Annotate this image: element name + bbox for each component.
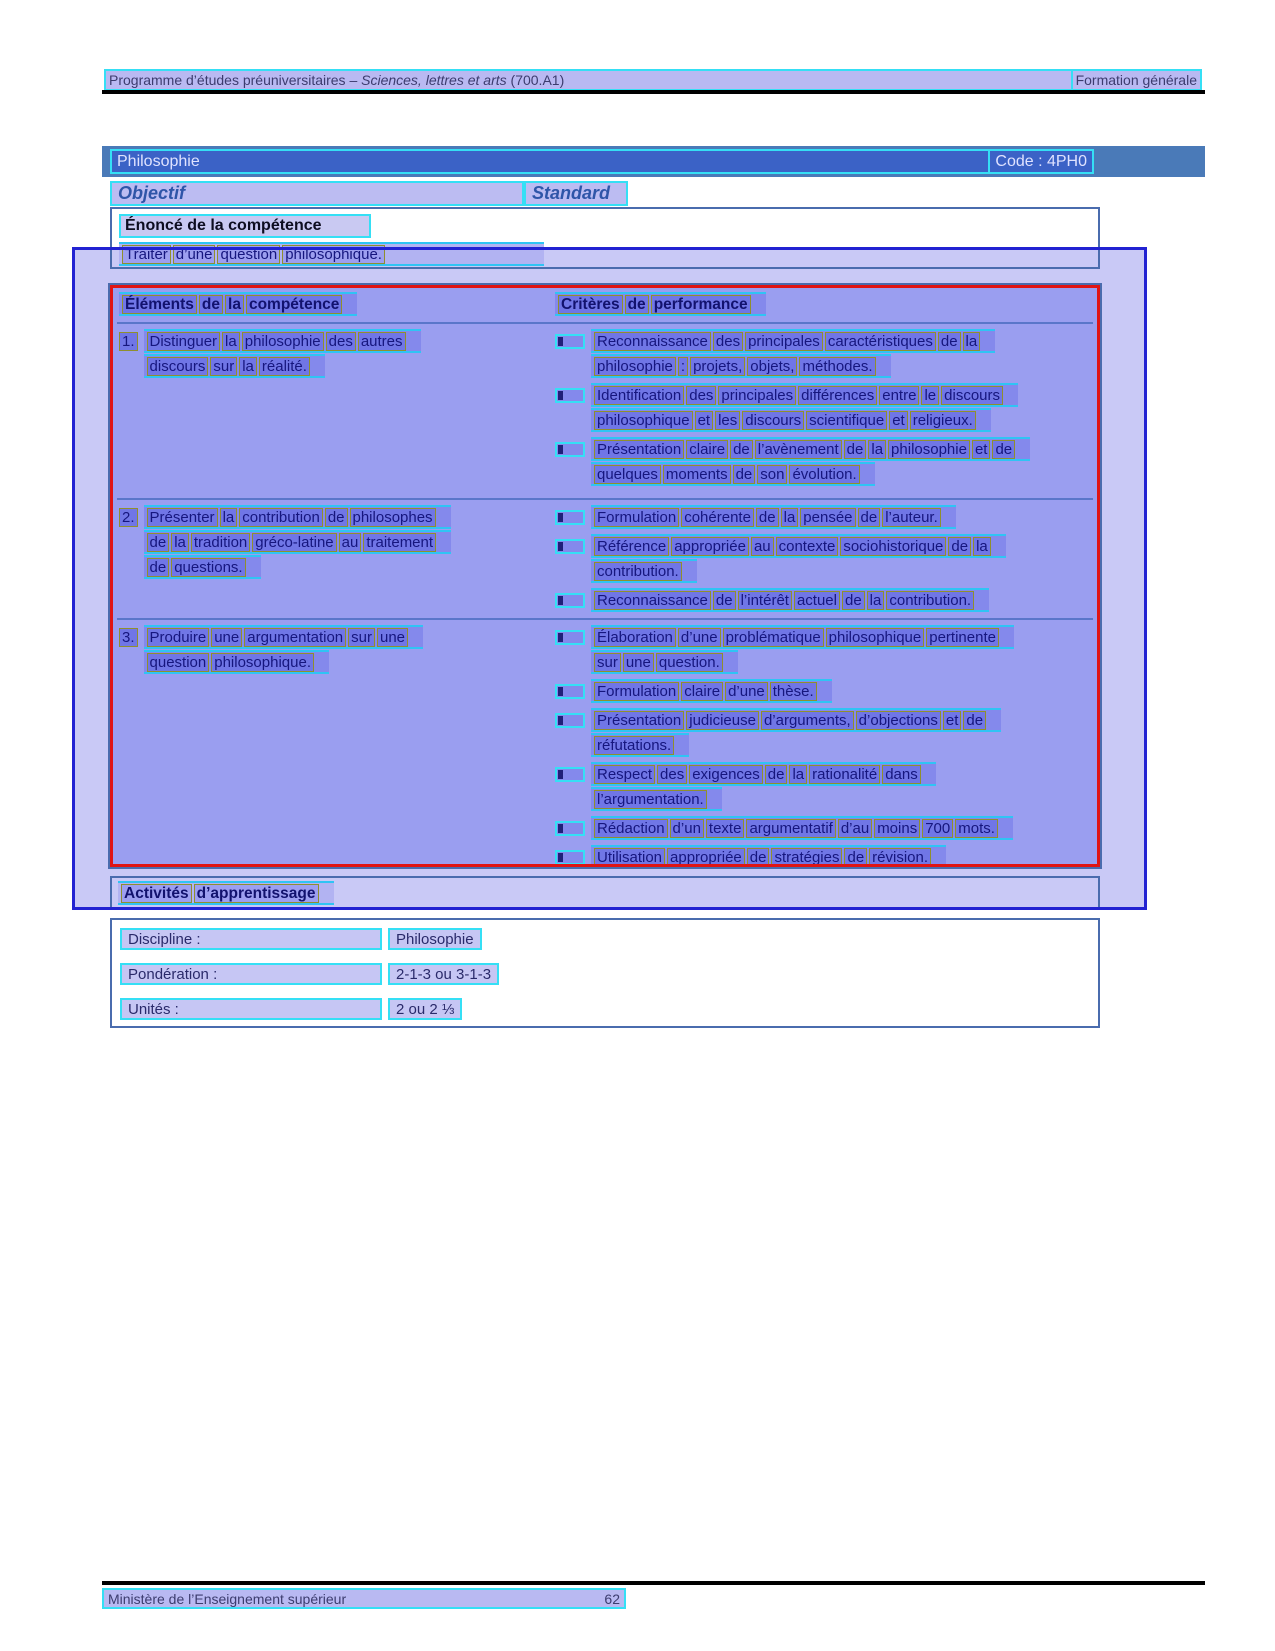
bullet-icon [555, 850, 585, 865]
criterion-item [521, 588, 1093, 613]
line-strip [144, 530, 452, 554]
word-highlight: la [239, 357, 257, 376]
word-highlight: de [747, 848, 770, 867]
learning-activity-details [110, 918, 1100, 1028]
criterion-text [591, 816, 1013, 841]
element-number: 2. [119, 508, 138, 527]
line-strip [144, 354, 325, 378]
criteria-cell [521, 625, 1093, 867]
word-highlight: une [623, 653, 654, 672]
table-row [117, 618, 1093, 867]
criterion-text [591, 534, 1006, 584]
word-highlight: évolution. [789, 465, 859, 484]
table-row [117, 322, 1093, 498]
criterion-text [591, 625, 1014, 675]
line-strip [591, 650, 738, 674]
course-title-bar [102, 146, 1205, 177]
criterion-item [521, 708, 1093, 758]
element-cell [117, 505, 521, 618]
word-highlight: gréco-latine [252, 533, 336, 552]
bullet-icon [555, 442, 585, 457]
word-highlight: et [889, 411, 908, 430]
word-highlight: appropriée [667, 848, 745, 867]
word-highlight: caractéristiques [825, 332, 936, 351]
element-cell [117, 329, 521, 498]
word-highlight: actuel [794, 591, 840, 610]
word-highlight: une [211, 628, 242, 647]
line-strip [555, 292, 766, 316]
word-highlight: l’argumentation. [594, 790, 707, 809]
word-highlight: texte [706, 819, 745, 838]
table-row [117, 498, 1093, 618]
line-highlight [591, 437, 1030, 462]
header-rule [102, 90, 1205, 94]
word-highlight: quelques [594, 465, 661, 484]
word-highlight: d’un [670, 819, 704, 838]
line-highlight [144, 555, 452, 580]
line-highlight [144, 354, 421, 379]
bullet-icon [555, 630, 585, 645]
course-title: Philosophie [117, 152, 200, 170]
line-highlight [118, 881, 1098, 906]
word-highlight: question [147, 653, 210, 672]
line-highlight [591, 733, 1001, 758]
bullet-icon [555, 593, 585, 608]
detail-value: 2 ou 2 ⅓ [388, 998, 462, 1020]
word-highlight: Rédaction [594, 819, 668, 838]
criterion-text [591, 437, 1030, 487]
word-highlight: de [858, 508, 881, 527]
word-highlight: de [325, 508, 348, 527]
word-highlight: la [222, 332, 240, 351]
line-highlight [591, 534, 1006, 559]
word-highlight: la [171, 533, 189, 552]
word-highlight: autres [358, 332, 406, 351]
line-strip [144, 555, 261, 579]
objectif-heading: Objectif [110, 181, 524, 206]
word-highlight: philosophique [594, 411, 693, 430]
line-strip [591, 762, 936, 786]
line-highlight [144, 650, 424, 675]
detail-label: Discipline : [120, 928, 382, 950]
line-highlight [144, 625, 424, 650]
word-highlight: de [765, 765, 788, 784]
detail-label: Pondération : [120, 963, 382, 985]
word-highlight: la [781, 508, 799, 527]
word-highlight: la [963, 332, 981, 351]
detail-value: 2-1-3 ou 3-1-3 [388, 963, 499, 985]
line-strip [591, 437, 1030, 461]
line-highlight [144, 530, 452, 555]
footer-page-number: 62 [604, 1590, 620, 1607]
word-highlight: la [789, 765, 807, 784]
word-highlight: de [199, 295, 223, 314]
criteria-cell [521, 505, 1093, 618]
criterion-item [521, 679, 1093, 704]
word-highlight: des [713, 332, 743, 351]
bullet-icon [555, 510, 585, 525]
criterion-text [591, 679, 832, 704]
word-highlight: de [844, 440, 867, 459]
line-strip [591, 408, 991, 432]
word-highlight: d’une [173, 245, 216, 264]
bullet-icon [555, 334, 585, 349]
line-highlight [591, 588, 989, 613]
word-highlight: une [377, 628, 408, 647]
enonce-statement [119, 242, 544, 267]
word-highlight: au [751, 537, 774, 556]
line-highlight [591, 845, 946, 867]
word-highlight: de [625, 295, 649, 314]
word-highlight: argumentatif [746, 819, 835, 838]
word-highlight: entre [879, 386, 919, 405]
word-highlight: Présentation [594, 440, 684, 459]
word-highlight: thèse. [770, 682, 817, 701]
line-strip [591, 679, 832, 703]
word-highlight: son [757, 465, 787, 484]
bullet-icon [555, 821, 585, 836]
line-highlight [521, 292, 1093, 317]
bullet-icon [555, 539, 585, 554]
word-highlight: d’une [678, 628, 721, 647]
word-highlight: réalité. [259, 357, 310, 376]
line-highlight [591, 505, 956, 530]
word-highlight: philosophes [350, 508, 436, 527]
word-highlight: d’au [838, 819, 872, 838]
line-highlight [591, 708, 1001, 733]
word-highlight: religieux. [910, 411, 976, 430]
line-strip [591, 534, 1006, 558]
line-highlight [591, 408, 1018, 433]
word-highlight: discours [941, 386, 1003, 405]
word-highlight: le [921, 386, 939, 405]
word-highlight: Produire [147, 628, 210, 647]
word-highlight: de [147, 533, 170, 552]
word-highlight: sur [348, 628, 375, 647]
word-highlight: des [686, 386, 716, 405]
word-highlight: performance [651, 295, 751, 314]
word-highlight: Traiter [122, 245, 171, 264]
word-highlight: sociohistorique [840, 537, 946, 556]
element-text [144, 505, 452, 580]
course-title-strip [110, 149, 1094, 174]
criterion-text [591, 762, 936, 812]
bullet-icon [555, 767, 585, 782]
word-highlight: révision. [869, 848, 931, 867]
line-highlight [591, 354, 995, 379]
element-cell [117, 625, 521, 867]
detail-row [120, 998, 1098, 1020]
line-strip [144, 505, 451, 529]
word-highlight: philosophie [594, 357, 676, 376]
word-highlight: de [756, 508, 779, 527]
line-strip [591, 708, 1001, 732]
word-highlight: de [730, 440, 753, 459]
criterion-text [591, 708, 1001, 758]
line-highlight [591, 462, 1030, 487]
word-highlight: Identification [594, 386, 684, 405]
criterion-item [521, 534, 1093, 584]
page-footer [102, 1588, 626, 1609]
word-highlight: Référence [594, 537, 669, 556]
word-highlight: et [695, 411, 714, 430]
line-strip [118, 881, 334, 905]
activites-section [110, 876, 1100, 910]
course-code: Code : 4PH0 [988, 149, 1094, 174]
word-highlight: principales [745, 332, 823, 351]
line-strip [591, 845, 946, 867]
detail-label: Unités : [120, 998, 382, 1020]
word-highlight: compétence [246, 295, 342, 314]
bullet-icon [555, 713, 585, 728]
line-highlight [591, 383, 1018, 408]
footer-rule [102, 1581, 1205, 1585]
word-highlight: Élaboration [594, 628, 676, 647]
word-highlight: discours [742, 411, 804, 430]
header-program-title: Programme d’études préuniversitaires – Sciences, lettres et arts (700.A1) [109, 72, 565, 88]
detail-row [120, 963, 1098, 985]
word-highlight: de [713, 591, 736, 610]
word-highlight: de [733, 465, 756, 484]
word-highlight: la [868, 440, 886, 459]
criterion-text [591, 505, 956, 530]
word-highlight: et [972, 440, 991, 459]
word-highlight: stratégies [771, 848, 842, 867]
word-highlight: Reconnaissance [594, 591, 711, 610]
criterion-item [521, 816, 1093, 841]
word-highlight: argumentation [244, 628, 346, 647]
word-highlight: Présenter [147, 508, 218, 527]
word-highlight: scientifique [806, 411, 887, 430]
word-highlight: de [844, 848, 867, 867]
word-highlight: dans [882, 765, 921, 784]
word-highlight: : [678, 357, 688, 376]
line-strip [591, 505, 956, 529]
word-highlight: contexte [776, 537, 839, 556]
line-strip [591, 733, 689, 757]
word-highlight: philosophique [826, 628, 925, 647]
line-strip [119, 242, 544, 266]
word-highlight: la [973, 537, 991, 556]
line-highlight [119, 292, 357, 317]
word-highlight: de [963, 711, 986, 730]
word-highlight: Critères [558, 295, 623, 314]
column-header-elements [117, 292, 521, 322]
word-highlight: sur [210, 357, 237, 376]
word-highlight: philosophie [242, 332, 324, 351]
word-highlight: et [943, 711, 962, 730]
word-highlight: des [657, 765, 687, 784]
word-highlight: questions. [171, 558, 245, 577]
word-highlight: Présentation [594, 711, 684, 730]
element-number: 1. [119, 332, 138, 351]
criterion-item [521, 383, 1093, 433]
word-highlight: tradition [191, 533, 250, 552]
criterion-text [591, 383, 1018, 433]
word-highlight: méthodes. [799, 357, 875, 376]
word-highlight: question. [656, 653, 723, 672]
word-highlight: discours [147, 357, 209, 376]
column-header-criteres [521, 292, 1093, 322]
competence-table [110, 285, 1100, 867]
word-highlight: la [220, 508, 238, 527]
word-highlight: moments [663, 465, 731, 484]
line-highlight [119, 242, 544, 267]
word-highlight: Éléments [122, 295, 197, 314]
word-highlight: claire [686, 440, 728, 459]
word-highlight: Activités [121, 884, 192, 903]
detail-value: Philosophie [388, 928, 482, 950]
word-highlight: problématique [723, 628, 824, 647]
criterion-text [591, 588, 989, 613]
word-highlight: exigences [689, 765, 763, 784]
word-highlight: l’auteur. [882, 508, 941, 527]
line-strip [591, 787, 722, 811]
word-highlight: Reconnaissance [594, 332, 711, 351]
word-highlight: d’objections [856, 711, 941, 730]
criterion-item [521, 625, 1093, 675]
line-highlight [591, 762, 936, 787]
word-highlight: sur [594, 653, 621, 672]
criterion-item [521, 845, 1093, 867]
bullet-icon [555, 684, 585, 699]
line-highlight [591, 559, 1006, 584]
word-highlight: philosophique. [211, 653, 314, 672]
word-highlight: judicieuse [686, 711, 759, 730]
word-highlight: rationalité [809, 765, 880, 784]
table-header-row [117, 292, 1093, 322]
word-highlight: contribution [239, 508, 323, 527]
word-highlight: de [992, 440, 1015, 459]
word-highlight: Utilisation [594, 848, 665, 867]
line-highlight [144, 505, 452, 530]
word-highlight: cohérente [681, 508, 754, 527]
word-highlight: objets, [747, 357, 797, 376]
word-highlight: l’intérêt [738, 591, 792, 610]
word-highlight: pensée [800, 508, 855, 527]
word-highlight: Distinguer [147, 332, 221, 351]
line-strip [591, 383, 1018, 407]
line-highlight [591, 625, 1014, 650]
footer-ministry: Ministère de l’Enseignement supérieur [108, 1590, 347, 1607]
word-highlight: contribution. [594, 562, 682, 581]
word-highlight: Formulation [594, 682, 679, 701]
word-highlight: de [147, 558, 170, 577]
word-highlight: l’avènement [755, 440, 842, 459]
word-highlight: 700 [922, 819, 953, 838]
criterion-item [521, 762, 1093, 812]
word-highlight: traitement [363, 533, 436, 552]
line-strip [591, 588, 989, 612]
word-highlight: claire [681, 682, 723, 701]
criterion-text [591, 845, 946, 867]
word-highlight: différences [798, 386, 877, 405]
word-highlight: de [842, 591, 865, 610]
criterion-item [521, 505, 1093, 530]
line-highlight [591, 787, 936, 812]
criteria-cell [521, 329, 1093, 498]
line-strip [591, 329, 995, 353]
element-number: 3. [119, 628, 138, 647]
word-highlight: appropriée [671, 537, 749, 556]
line-highlight [591, 816, 1013, 841]
word-highlight: au [339, 533, 362, 552]
word-highlight: de [948, 537, 971, 556]
word-highlight: la [225, 295, 244, 314]
element-text [144, 329, 421, 379]
line-strip [591, 816, 1013, 840]
page-header [104, 69, 1202, 91]
line-highlight [591, 650, 1014, 675]
word-highlight: d’une [725, 682, 768, 701]
line-strip [591, 625, 1014, 649]
word-highlight: d’apprentissage [194, 884, 319, 903]
word-highlight: projets, [690, 357, 745, 376]
word-highlight: de [938, 332, 961, 351]
line-strip [591, 462, 875, 486]
line-strip [144, 650, 329, 674]
standard-heading: Standard [524, 181, 628, 206]
detail-row [120, 928, 1098, 950]
element-text [144, 625, 424, 675]
line-strip [119, 292, 357, 316]
line-highlight [144, 329, 421, 354]
word-highlight: moins [874, 819, 920, 838]
line-highlight [591, 679, 832, 704]
word-highlight: principales [718, 386, 796, 405]
criterion-text [591, 329, 995, 379]
criterion-item [521, 437, 1093, 487]
word-highlight: philosophie [888, 440, 970, 459]
criterion-item [521, 329, 1093, 379]
bullet-icon [555, 388, 585, 403]
word-highlight: mots. [955, 819, 998, 838]
header-section-label: Formation générale [1071, 69, 1202, 91]
line-strip [144, 625, 424, 649]
word-highlight: question [217, 245, 280, 264]
word-highlight: les [715, 411, 740, 430]
word-highlight: la [867, 591, 885, 610]
line-strip [591, 354, 891, 378]
word-highlight: Formulation [594, 508, 679, 527]
word-highlight: d’arguments, [761, 711, 854, 730]
word-highlight: des [326, 332, 356, 351]
line-highlight [591, 329, 995, 354]
word-highlight: réfutations. [594, 736, 674, 755]
word-highlight: Respect [594, 765, 655, 784]
word-highlight: philosophique. [282, 245, 385, 264]
enonce-heading: Énoncé de la compétence [119, 214, 371, 238]
word-highlight: pertinente [926, 628, 999, 647]
line-strip [591, 559, 697, 583]
enonce-section [110, 207, 1100, 269]
line-strip [144, 329, 421, 353]
word-highlight: contribution. [886, 591, 974, 610]
